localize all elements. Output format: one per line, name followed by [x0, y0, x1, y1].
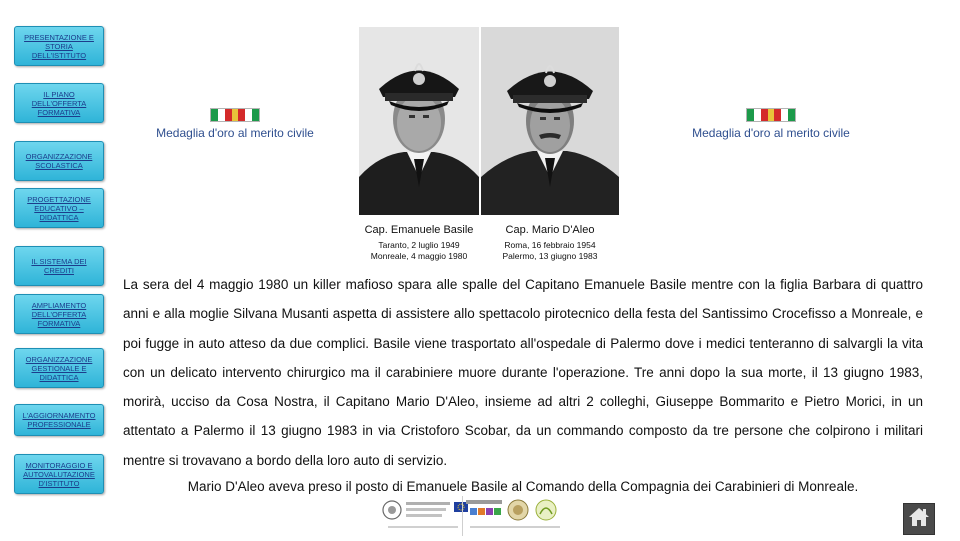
ribbon-stripe	[238, 109, 245, 121]
story-text	[123, 270, 923, 497]
caption-death: Palermo, 13 giugno 1983	[502, 251, 598, 261]
medal-caption: Medaglia d'oro al merito civile	[692, 126, 850, 140]
footer-logos	[378, 496, 574, 536]
nav-label: IL SISTEMA DEI CREDITI	[31, 257, 87, 275]
ribbon-stripe	[788, 109, 795, 121]
caption-birth: Taranto, 2 luglio 1949	[378, 240, 460, 250]
nav-sistema-crediti[interactable]	[14, 246, 104, 286]
home-button[interactable]	[903, 503, 935, 535]
medal-right	[676, 108, 866, 140]
caption-basile	[354, 224, 484, 262]
caption-death: Monreale, 4 maggio 1980	[370, 251, 468, 261]
nav-label: MONITORAGGIO E AUTOVALUTAZIONE D'ISTITUTO	[23, 460, 95, 488]
nav-label: IL PIANO DELL'OFFERTA FORMATIVA	[31, 89, 87, 117]
nav-ampliamento-offerta[interactable]	[14, 294, 104, 334]
nav-monitoraggio[interactable]	[14, 454, 104, 494]
medal-left	[140, 108, 330, 140]
nav-organizzazione-scolastica[interactable]	[14, 141, 104, 181]
ribbon-stripe	[747, 109, 754, 121]
ribbon-stripe	[761, 109, 768, 121]
portrait-basile	[359, 27, 479, 215]
caption-name: Cap. Mario D'Aleo	[505, 224, 595, 236]
caption-name: Cap. Emanuele Basile	[364, 224, 474, 236]
nav-label: ORGANIZZAZIONE GESTIONALE E DIDATTICA	[25, 354, 93, 382]
nav-piano-offerta[interactable]	[14, 83, 104, 123]
nav-label: PROGETTAZIONE EDUCATIVO – DIDATTICA	[27, 194, 91, 222]
portrait-daleo	[481, 27, 619, 215]
ribbon-stripe	[774, 109, 781, 121]
nav-organizzazione-gestionale[interactable]	[14, 348, 104, 388]
medal-ribbon	[210, 108, 260, 122]
nav-label: ORGANIZZAZIONE SCOLASTICA	[25, 152, 93, 170]
caption-birth: Roma, 16 febbraio 1954	[504, 240, 596, 250]
ribbon-stripe	[211, 109, 218, 121]
ribbon-stripe	[225, 109, 232, 121]
story-paragraph-closing: Mario D'Aleo aveva preso il posto di Emanuele Basile al Comando della Compagnia dei Carabinieri di Monreale.	[187, 479, 859, 495]
ribbon-stripe	[252, 109, 259, 121]
ribbon-stripe	[754, 109, 761, 121]
caption-daleo	[481, 224, 619, 262]
medal-caption: Medaglia d'oro al merito civile	[156, 126, 314, 140]
nav-label: L'AGGIORNAMENTO PROFESSIONALE	[22, 411, 96, 429]
ribbon-stripe	[232, 109, 239, 121]
nav-presentazione[interactable]	[14, 26, 104, 66]
nav-progettazione[interactable]	[14, 188, 104, 228]
nav-label: PRESENTAZIONE E STORIA DELL'ISTITUTO	[24, 32, 94, 60]
ribbon-stripe	[781, 109, 788, 121]
nav-label: AMPLIAMENTO DELL'OFFERTA FORMATIVA	[31, 300, 87, 328]
home-icon	[907, 506, 931, 533]
medal-ribbon	[746, 108, 796, 122]
nav-aggiornamento[interactable]	[14, 404, 104, 436]
ribbon-stripe	[245, 109, 252, 121]
story-paragraph: La sera del 4 maggio 1980 un killer mafioso spara alle spalle del Capitano Emanuele Basile mentre con la figlia Barbara di quattro anni e alla moglie Silvana Musanti aspetta di assistere allo spettacolo pirotecnico della festa del Santissimo Crocefisso a Monreale, e poi fugge in auto atteso da due complici. Basile viene trasportato all'ospedale di Palermo dove i medici tenteranno di salvargli la vita con un delicato intervento chirurgico ma il carabiniere muore durante l'operazione. Tre anni dopo la sua morte, il 13 giugno 1983, morirà, ucciso da Cosa Nostra, il Capitano Mario D'Aleo, insieme ad altri 2 colleghi, Giuseppe Bommarito e Pietro Morici, in un attentato a Palermo il 13 giugno 1983 in via Cristoforo Scobar, da un commando composto da tre persone che colpirono i militari mentre si trovavano a bordo della loro auto di servizio.	[123, 277, 923, 468]
ribbon-stripe	[218, 109, 225, 121]
ribbon-stripe	[768, 109, 775, 121]
